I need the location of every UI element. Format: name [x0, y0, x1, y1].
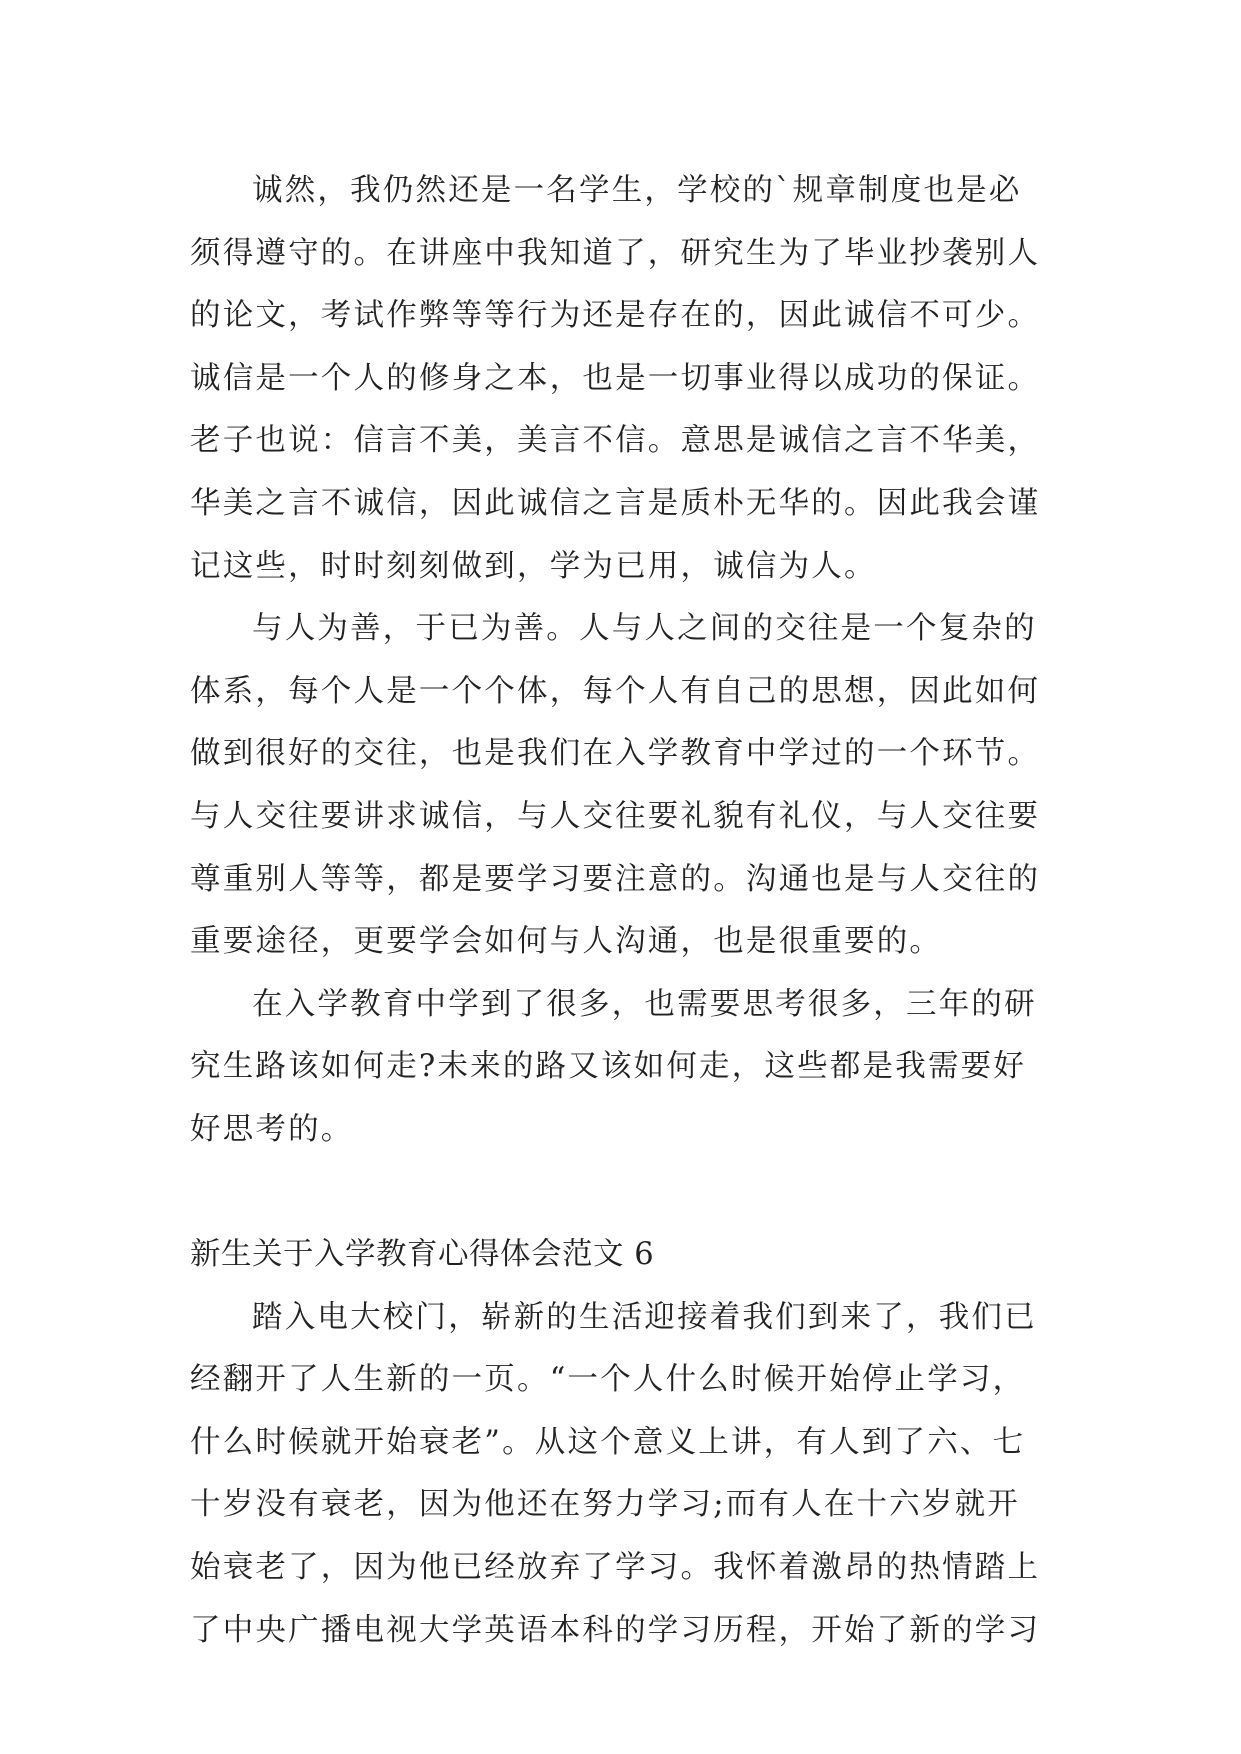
text-line: 诚信是一个人的修身之本，也是一切事业得以成功的保证。	[190, 360, 1041, 396]
document-body	[190, 160, 1070, 1662]
text-line: 重要途径，更要学会如何与人沟通，也是很重要的。	[190, 924, 943, 960]
text-line: 尊重别人等等，都是要学习要注意的。沟通也是与人交往的	[190, 861, 1041, 897]
section-heading: 新生关于入学教育心得体会范文 6	[190, 1237, 655, 1273]
text-line: 华美之言不诚信，因此诚信之言是质朴无华的。因此我会谨	[190, 485, 1041, 521]
text-line: 做到很好的交往，也是我们在入学教育中学过的一个环节。	[190, 736, 1041, 772]
paragraph-reflection	[190, 974, 1070, 1162]
text-line: 十岁没有衰老，因为他还在努力学习;而有人在十六岁就开	[190, 1487, 1020, 1523]
text-line: 与人为善，于已为善。人与人之间的交往是一个复杂的	[252, 611, 1037, 647]
text-line: 踏入电大校门，崭新的生活迎接着我们到来了，我们已	[252, 1299, 1037, 1335]
text-line: 在入学教育中学到了很多，也需要思考很多，三年的研	[252, 986, 1037, 1022]
text-line: 体系，每个人是一个个体，每个人有自己的思想，因此如何	[190, 673, 1041, 709]
paragraph-university	[190, 1287, 1070, 1663]
paragraph-relationships	[190, 598, 1070, 974]
text-line: 须得遵守的。在讲座中我知道了，研究生为了毕业抄袭别人	[190, 235, 1041, 271]
text-line: 了中央广播电视大学英语本科的学习历程，开始了新的学习	[190, 1612, 1041, 1648]
text-line: 的论文，考试作弊等等行为还是存在的，因此诚信不可少。	[190, 298, 1041, 334]
text-line: 诚然，我仍然还是一名学生，学校的`规章制度也是必	[252, 173, 1022, 208]
text-line: 记这些，时时刻刻做到，学为已用，诚信为人。	[190, 548, 877, 584]
text-line: 与人交往要讲求诚信，与人交往要礼貌有礼仪，与人交往要	[190, 798, 1041, 834]
text-line: 好思考的。	[190, 1111, 354, 1147]
paragraph-honesty	[190, 160, 1070, 598]
text-line: 什么时候就开始衰老”。从这个意义上讲，有人到了六、七	[190, 1424, 1026, 1460]
blank-line	[190, 1162, 1070, 1225]
text-line: 经翻开了人生新的一页。“一个人什么时候开始停止学习，	[190, 1362, 1026, 1398]
text-line: 究生路该如何走?未来的路又该如何走，这些都是我需要好	[190, 1049, 1027, 1085]
text-line: 始衰老了，因为他已经放弃了学习。我怀着激昂的热情踏上	[190, 1550, 1041, 1586]
text-line: 老子也说：信言不美，美言不信。意思是诚信之言不华美，	[190, 423, 1041, 459]
